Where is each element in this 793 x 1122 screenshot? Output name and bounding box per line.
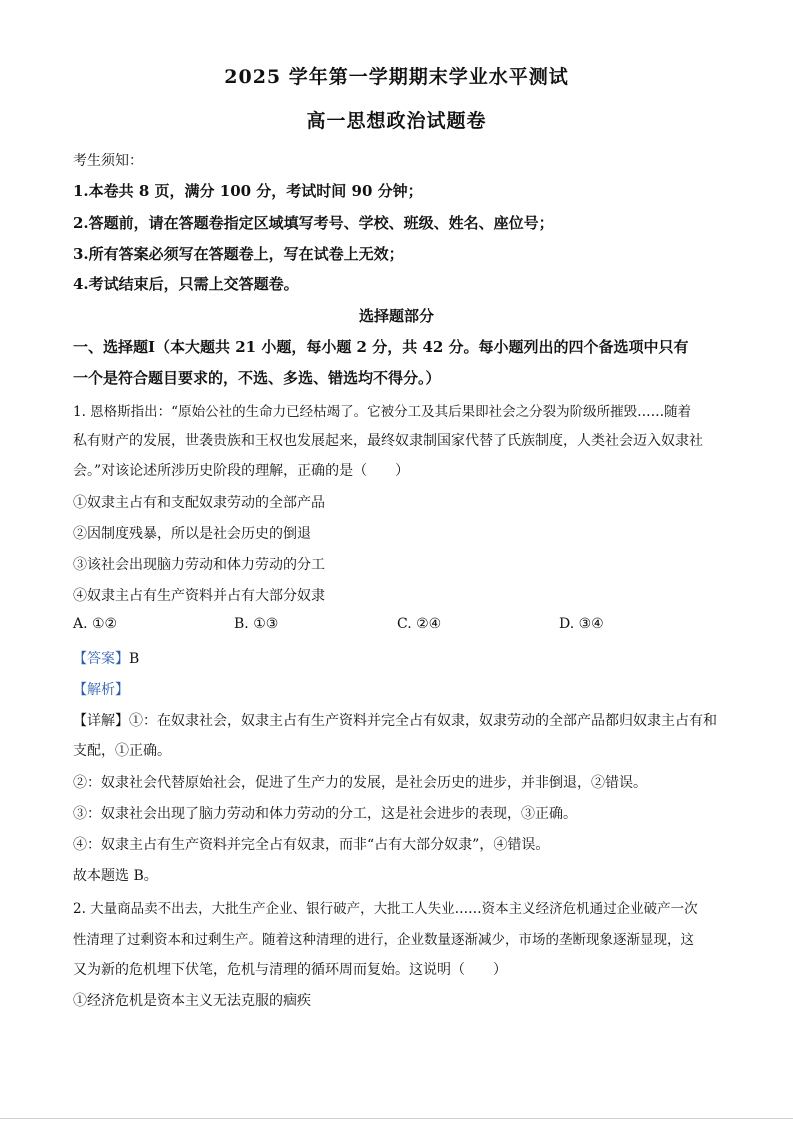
- q1-option-c: C. ②④: [397, 616, 442, 632]
- notice-item: 1.本卷共 8 页，满分 100 分，考试时间 90 分钟；: [73, 182, 423, 200]
- section-title: 选择题部分: [358, 307, 434, 325]
- page-bottom-divider: [0, 1118, 793, 1119]
- section-instruction: 一、选择题Ⅰ（本大题共 21 小题，每小题 2 分，共 42 分。每小题列出的四个备选项中只有: [73, 338, 689, 356]
- q1-detail: ③：奴隶社会出现了脑力劳动和体力劳动的分工，这是社会进步的表现，③正确。: [73, 806, 577, 822]
- q1-stem: 会。”对该论述所涉历史阶段的理解，正确的是（ ）: [73, 463, 410, 479]
- exam-subtitle: 高一思想政治试题卷: [306, 110, 487, 132]
- q2-statement: ①经济危机是资本主义无法克服的痼疾: [73, 993, 311, 1009]
- q1-stem: 1. 恩格斯指出：“原始公社的生命力已经枯竭了。它被分工及其后果即社会之分裂为阶级所摧毁……随着: [73, 404, 692, 420]
- q2-stem: 性清理了过剩资本和过剩生产。随着这种清理的进行，企业数量逐渐减少，市场的垄断现象逐渐显现，这: [73, 932, 694, 948]
- detail-text: ①：在奴隶社会，奴隶主占有生产资料并完全占有奴隶，奴隶劳动的全部产品都归奴隶主占有和: [129, 713, 717, 729]
- q1-answer: [73, 648, 139, 668]
- q1-statement: ②因制度残暴，所以是社会历史的倒退: [73, 526, 311, 542]
- q1-detail: ④：奴隶主占有生产资料并完全占有奴隶，而非“占有大部分奴隶”，④错误。: [73, 837, 550, 853]
- q1-statement: ①奴隶主占有和支配奴隶劳动的全部产品: [73, 495, 325, 511]
- q1-statement: ④奴隶主占有生产资料并占有大部分奴隶: [73, 588, 325, 604]
- notice-item: 2.答题前，请在答题卷指定区域填写考号、学校、班级、姓名、座位号；: [73, 214, 554, 232]
- detail-tag: 【详解】: [73, 713, 129, 729]
- analysis-tag: 【解析】: [73, 682, 129, 698]
- q1-option-d: D. ③④: [559, 616, 604, 632]
- q1-statement: ③该社会出现脑力劳动和体力劳动的分工: [73, 557, 325, 573]
- q1-detail: 支配，①正确。: [73, 743, 171, 759]
- q1-option-a: A. ①②: [73, 616, 118, 632]
- q2-stem: 2. 大量商品卖不出去，大批生产企业、银行破产，大批工人失业……资本主义经济危机通过企业破产一次: [73, 901, 698, 917]
- q1-detail: ②：奴隶社会代替原始社会，促进了生产力的发展，是社会历史的进步，并非倒退，②错误。: [73, 775, 647, 791]
- answer-tag: 【答案】: [73, 651, 129, 667]
- notice-item: 4.考试结束后，只需上交答题卷。: [73, 275, 299, 293]
- section-instruction: 一个是符合题目要求的，不选、多选、错选均不得分。）: [73, 369, 441, 387]
- q1-detail: 故本题选 B。: [73, 868, 158, 884]
- notice-heading: 考生须知：: [73, 153, 143, 169]
- exam-title: 2025 学年第一学期期末学业水平测试: [224, 66, 569, 88]
- q2-stem: 又为新的危机埋下伏笔，危机与清理的循环周而复始。这说明（ ）: [73, 962, 507, 978]
- q1-stem: 私有财产的发展，世袭贵族和王权也发展起来，最终奴隶制国家代替了氏族制度，人类社会迈入奴隶社: [73, 433, 703, 449]
- answer-value: B: [129, 651, 140, 667]
- notice-item: 3.所有答案必须写在答题卷上，写在试卷上无效；: [73, 245, 404, 263]
- q1-detail: [73, 710, 717, 730]
- q1-option-b: B. ①③: [234, 616, 279, 632]
